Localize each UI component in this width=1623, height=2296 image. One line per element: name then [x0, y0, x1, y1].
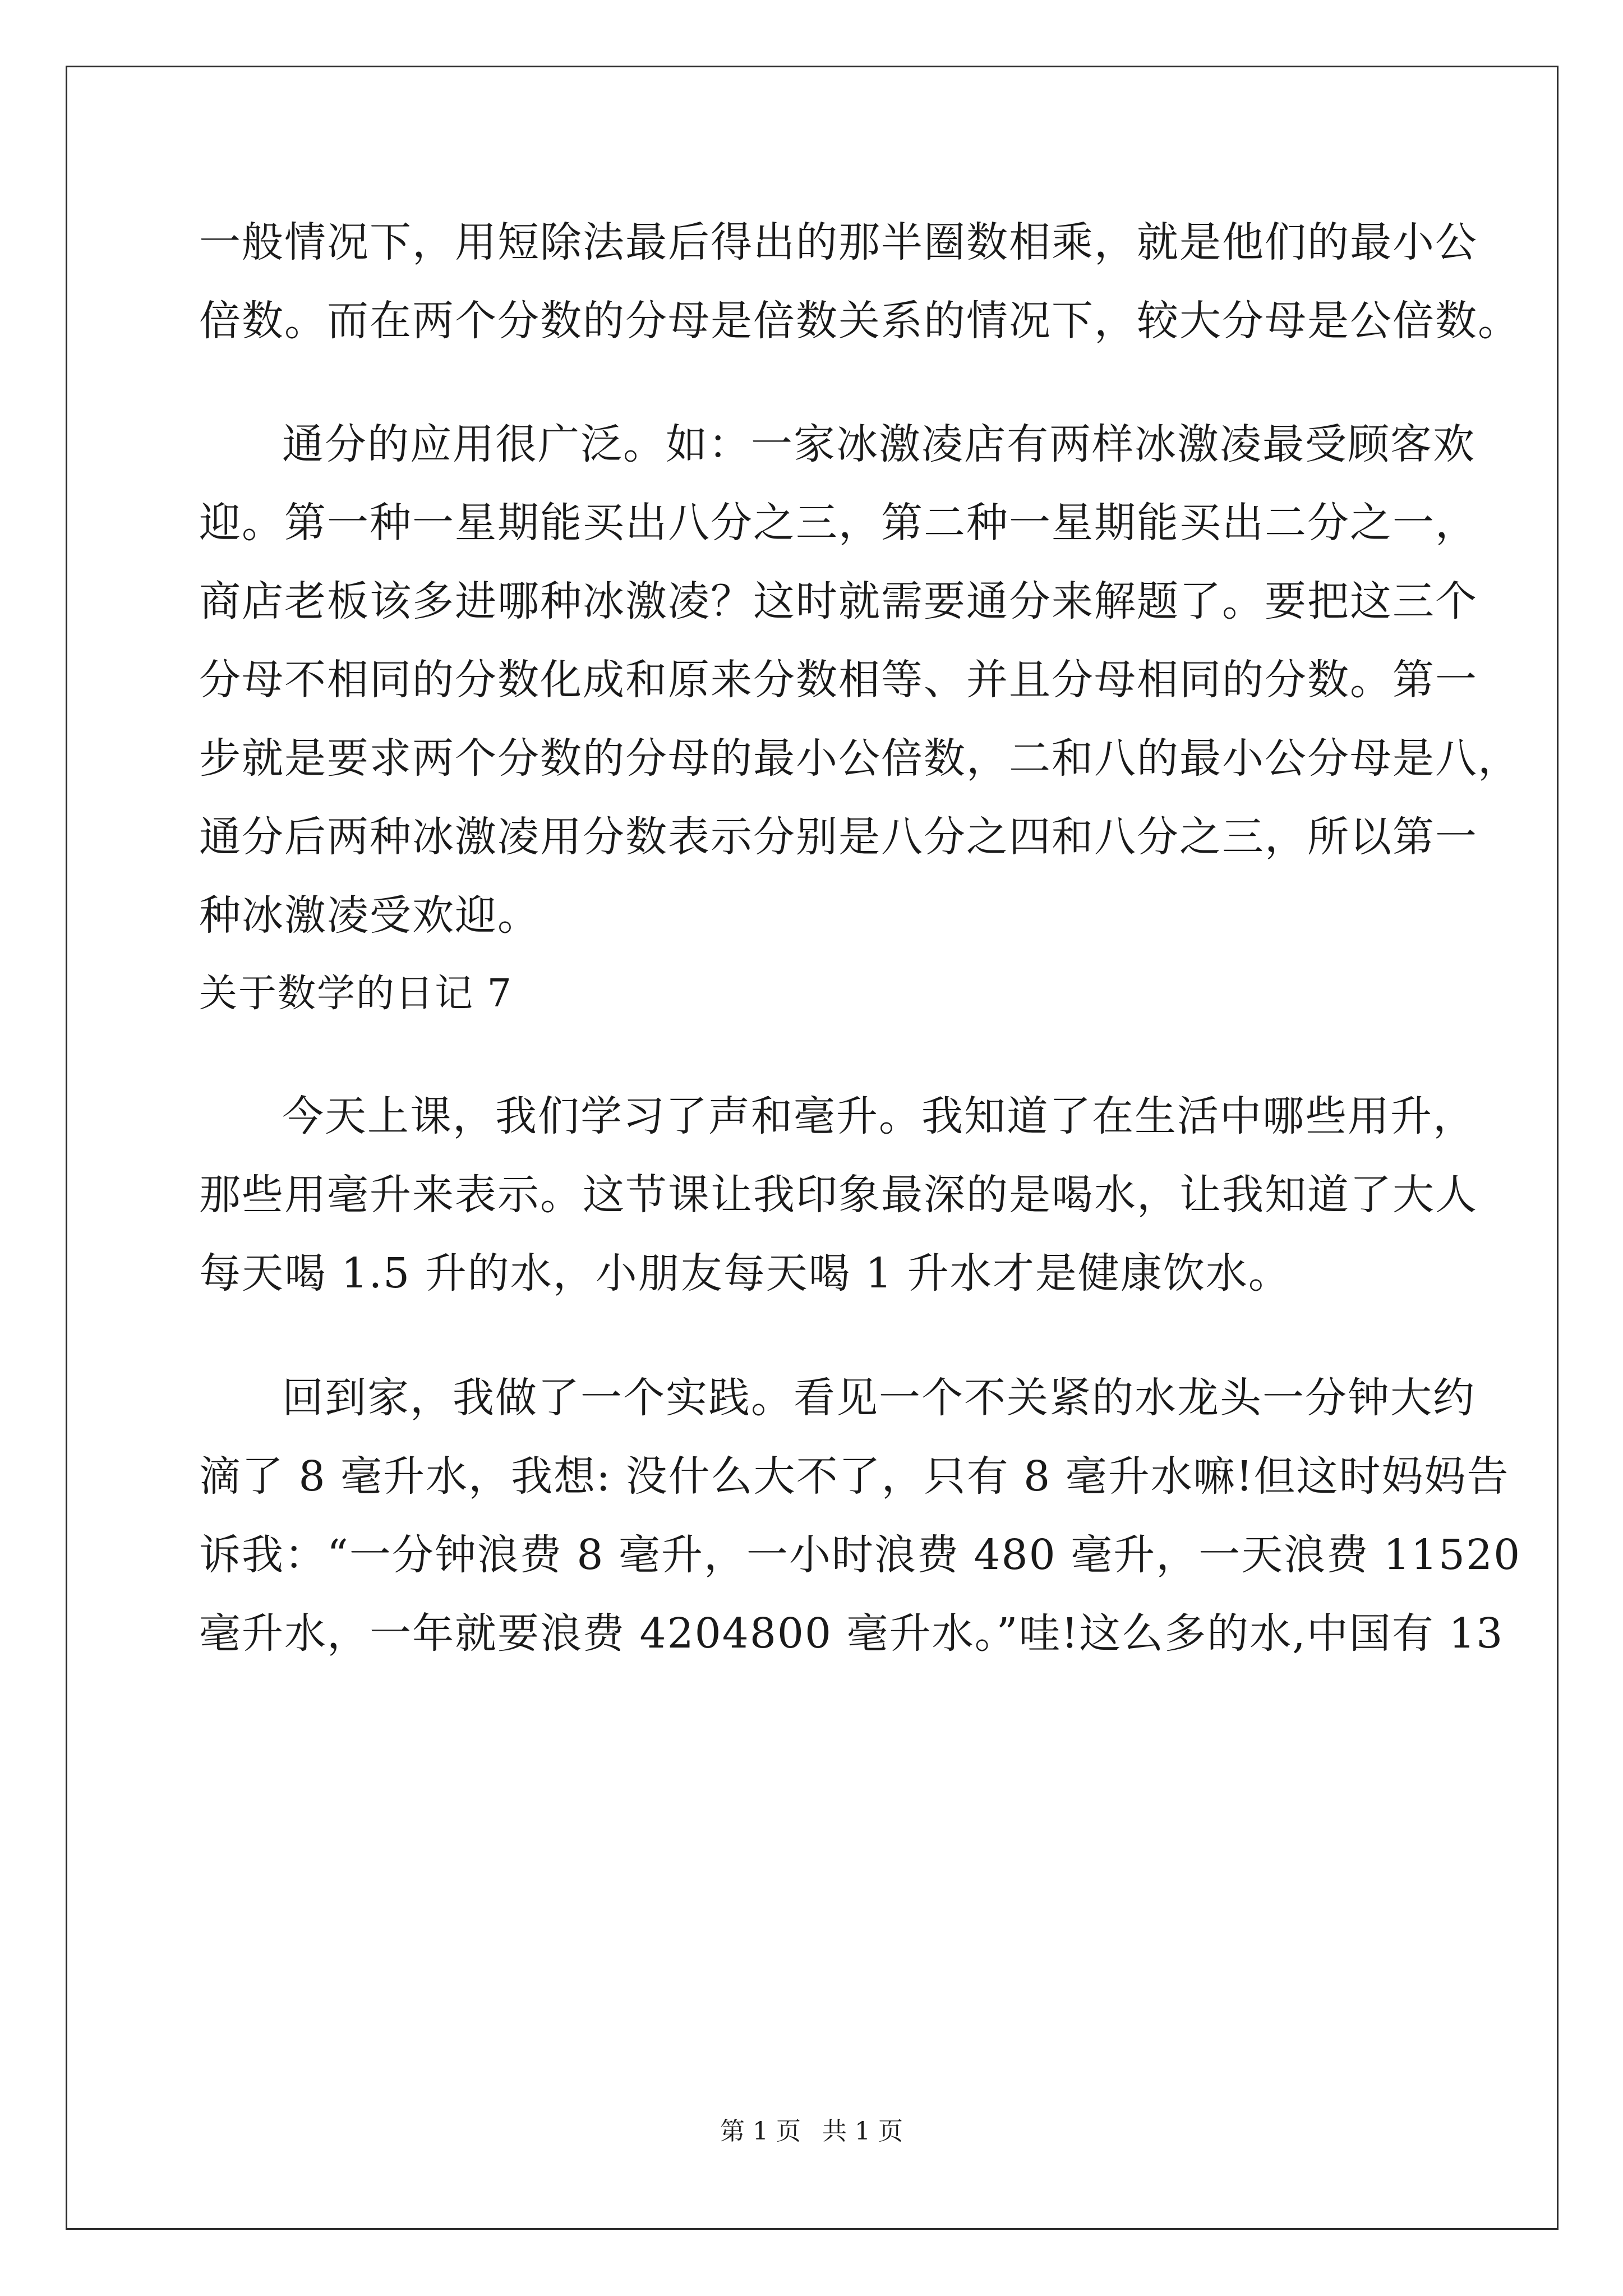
page-number: 第 1 页	[720, 2117, 801, 2146]
text-line: 滴了 8 毫升水，我想: 没什么大不了，只有 8 毫升水嘛!但这时妈妈告	[199, 1452, 1510, 1501]
page-footer	[0, 2115, 1623, 2148]
section-heading: 关于数学的日记 7	[199, 972, 513, 1016]
text-line: 每天喝 1.5 升的水，小朋友每天喝 1 升水才是健康饮水。	[199, 1249, 1291, 1297]
text-line: 一般情况下，用短除法最后得出的那半圈数相乘，就是他们的最小公	[199, 218, 1478, 266]
text-line: 种冰激凌受欢迎。	[199, 891, 540, 940]
text-line: 今天上课，我们学习了声和毫升。我知道了在生活中哪些用升，	[282, 1092, 1476, 1140]
text-line: 通分后两种冰激凌用分数表示分别是八分之四和八分之三，所以第一	[199, 813, 1478, 861]
text-line: 分母不相同的分数化成和原来分数相等、并且分母相同的分数。第一	[199, 656, 1478, 704]
text-line: 那些用毫升来表示。这节课让我印象最深的是喝水，让我知道了大人	[199, 1171, 1478, 1219]
text-line: 商店老板该多进哪种冰激凌？这时就需要通分来解题了。要把这三个	[199, 577, 1478, 625]
text-line: 毫升水，一年就要浪费 4204800 毫升水。”哇!这么多的水,中国有 13	[199, 1609, 1504, 1658]
page-total: 共 1 页	[822, 2117, 903, 2146]
text-line: 倍数。而在两个分数的分母是倍数关系的情况下，较大分母是公倍数。	[199, 297, 1520, 345]
text-line: 步就是要求两个分数的分母的最小公倍数，二和八的最小公分母是八，	[199, 734, 1520, 783]
text-line: 回到家，我做了一个实践。看见一个不关紧的水龙头一分钟大约	[282, 1374, 1476, 1422]
text-line: 诉我：“一分钟浪费 8 毫升，一小时浪费 480 毫升，一天浪费 11520	[199, 1531, 1521, 1579]
text-line: 通分的应用很广泛。如：一家冰激凌店有两样冰激凌最受顾客欢	[282, 420, 1476, 468]
text-line: 迎。第一种一星期能买出八分之三，第二种一星期能买出二分之一，	[199, 499, 1478, 547]
